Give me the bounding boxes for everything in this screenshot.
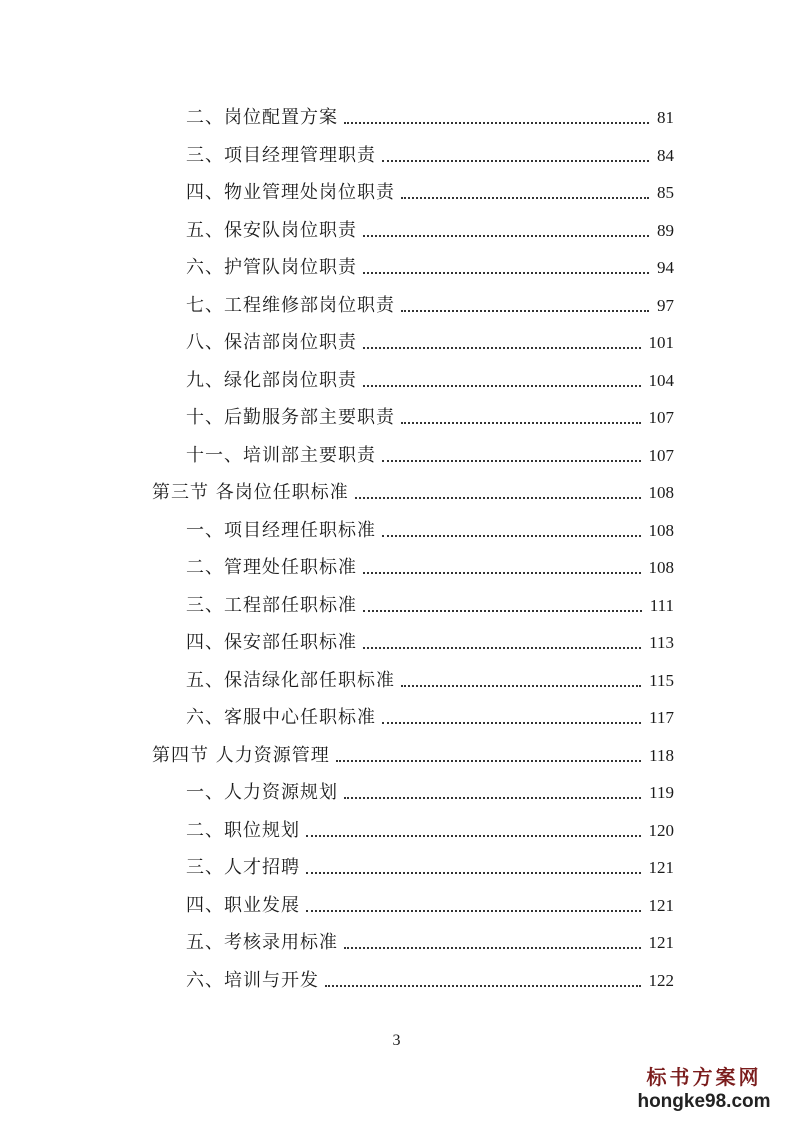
toc-dot-leader xyxy=(363,647,641,649)
toc-entry[interactable] xyxy=(152,475,674,505)
toc-entry-title: 八、保洁部岗位职责 xyxy=(186,332,357,353)
toc-entry-page: 108 xyxy=(648,520,674,540)
toc-entry-title: 十一、培训部主要职责 xyxy=(186,444,376,466)
toc-dot-leader xyxy=(363,610,642,612)
toc-entry-title: 第三节 各岗位任职标准 xyxy=(152,482,349,503)
watermark-site-name: 标书方案网 xyxy=(646,1065,762,1089)
toc-entry[interactable] xyxy=(186,588,674,618)
toc-entry[interactable] xyxy=(186,325,674,355)
toc-entry-page: 122 xyxy=(648,970,674,990)
toc-dot-leader xyxy=(306,872,641,874)
toc-dot-leader xyxy=(325,985,641,987)
toc-entry-title: 三、工程部任职标准 xyxy=(186,594,357,616)
toc-entry-page: 97 xyxy=(657,295,674,315)
toc-dot-leader xyxy=(382,160,649,162)
toc-entry-page: 89 xyxy=(657,220,674,240)
toc-entry-page: 121 xyxy=(648,858,674,877)
toc-entry-page: 111 xyxy=(649,595,674,615)
toc-entry[interactable] xyxy=(186,963,674,993)
toc-dot-leader xyxy=(401,422,641,424)
toc-entry[interactable] xyxy=(186,400,674,430)
toc-dot-leader xyxy=(306,910,641,912)
toc-entry-page: 108 xyxy=(648,558,674,577)
toc-entry[interactable] xyxy=(186,363,674,393)
toc-entry[interactable] xyxy=(186,513,674,543)
toc-dot-leader xyxy=(363,272,649,274)
toc-entry-page: 120 xyxy=(648,820,674,840)
toc-entry-page: 115 xyxy=(649,670,674,690)
toc-dot-leader xyxy=(382,722,641,724)
toc-entry-title: 四、物业管理处岗位职责 xyxy=(186,182,395,203)
toc-entry[interactable] xyxy=(186,813,674,843)
watermark-logo xyxy=(629,1064,779,1114)
toc-entry-page: 121 xyxy=(648,895,674,915)
toc-entry-title: 五、保安队岗位职责 xyxy=(186,219,357,241)
toc-dot-leader xyxy=(344,797,641,799)
toc-entry[interactable] xyxy=(186,175,674,205)
toc-entry-title: 三、项目经理管理职责 xyxy=(186,144,376,166)
toc-entry[interactable] xyxy=(186,288,674,318)
toc-entry[interactable] xyxy=(186,888,674,918)
toc-entry-page: 84 xyxy=(657,145,674,165)
toc-dot-leader xyxy=(382,460,641,462)
toc-entry-title: 五、考核录用标准 xyxy=(186,932,338,953)
toc-entry-page: 107 xyxy=(648,445,674,465)
toc-entry[interactable] xyxy=(186,138,674,168)
toc-entry-page: 81 xyxy=(657,108,674,127)
toc-entry-title: 七、工程维修部岗位职责 xyxy=(186,294,395,316)
toc-entry-title: 一、项目经理任职标准 xyxy=(186,519,376,541)
toc-entry[interactable] xyxy=(186,438,674,468)
toc-entry-title: 三、人才招聘 xyxy=(186,857,300,878)
toc-entry-page: 101 xyxy=(648,333,674,352)
toc-dot-leader xyxy=(401,197,649,199)
toc-entry[interactable] xyxy=(186,700,674,730)
toc-entry-page: 119 xyxy=(649,783,674,802)
toc-entry-title: 二、岗位配置方案 xyxy=(186,107,338,128)
toc-entry-page: 85 xyxy=(657,183,674,202)
page-number: 3 xyxy=(392,1032,401,1049)
toc-entry[interactable] xyxy=(186,250,674,280)
toc-entry[interactable] xyxy=(152,738,674,768)
toc-dot-leader xyxy=(344,947,641,949)
toc-dot-leader xyxy=(382,535,641,537)
toc-entry-page: 108 xyxy=(648,483,674,502)
toc-entry-page: 121 xyxy=(648,933,674,952)
toc-entry-title: 六、客服中心任职标准 xyxy=(186,707,376,728)
toc-dot-leader xyxy=(355,497,641,499)
toc-dot-leader xyxy=(401,310,649,312)
toc-entry-page: 107 xyxy=(648,408,674,427)
toc-entry[interactable] xyxy=(186,775,674,805)
toc-dot-leader xyxy=(363,385,641,387)
toc-entry-title: 二、管理处任职标准 xyxy=(186,557,357,578)
toc-entry-title: 五、保洁绿化部任职标准 xyxy=(186,669,395,691)
toc-entry-page: 113 xyxy=(649,633,674,652)
toc-entry[interactable] xyxy=(186,213,674,243)
toc-entry-title: 六、护管队岗位职责 xyxy=(186,257,357,278)
toc-entry[interactable] xyxy=(186,663,674,693)
toc-entry-page: 117 xyxy=(649,708,674,727)
toc-dot-leader xyxy=(363,572,641,574)
toc-entry-page: 104 xyxy=(648,370,674,390)
toc-entry-title: 二、职位规划 xyxy=(186,819,300,841)
toc-entry-title: 四、职业发展 xyxy=(186,894,300,916)
toc-entry-title: 第四节 人力资源管理 xyxy=(152,744,330,766)
toc-dot-leader xyxy=(363,235,649,237)
toc-dot-leader xyxy=(401,685,641,687)
watermark-url: hongke98.com xyxy=(637,1091,771,1112)
toc-dot-leader xyxy=(363,347,641,349)
toc-entry-title: 十、后勤服务部主要职责 xyxy=(186,407,395,428)
toc-dot-leader xyxy=(344,122,649,124)
toc-entry[interactable] xyxy=(186,850,674,880)
toc-entry-title: 九、绿化部岗位职责 xyxy=(186,369,357,391)
toc-entry-title: 一、人力资源规划 xyxy=(186,782,338,803)
toc-entry[interactable] xyxy=(186,925,674,955)
toc-entry-title: 四、保安部任职标准 xyxy=(186,632,357,653)
toc-entry-page: 118 xyxy=(649,745,674,765)
toc-entry-title: 六、培训与开发 xyxy=(186,969,319,991)
toc-dot-leader xyxy=(306,835,641,837)
toc-entry-page: 94 xyxy=(657,258,674,277)
toc-entry[interactable] xyxy=(186,550,674,580)
toc-dot-leader xyxy=(336,760,641,762)
toc-entry[interactable] xyxy=(186,100,674,130)
toc-entry[interactable] xyxy=(186,625,674,655)
